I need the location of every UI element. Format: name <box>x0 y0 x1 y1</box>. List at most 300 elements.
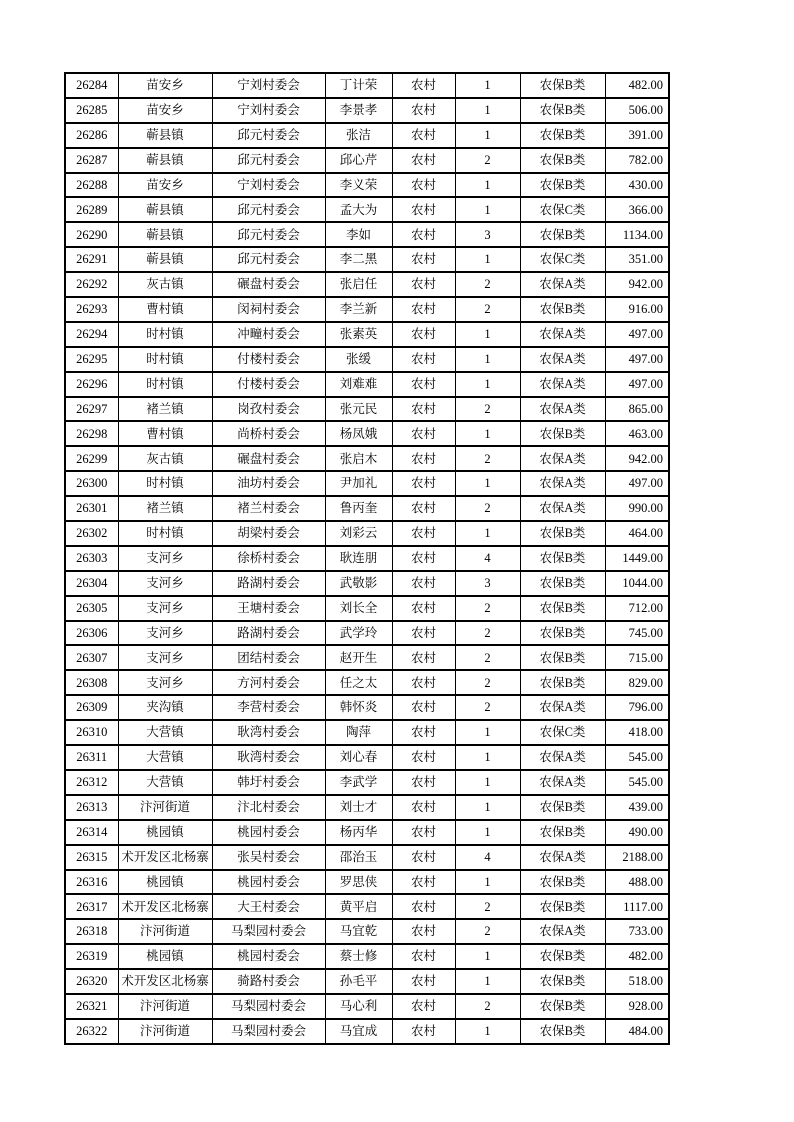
cell-residence-type: 农村 <box>392 446 455 471</box>
cell-insurance-category: 农保B类 <box>520 894 605 919</box>
cell-township: 术开发区北杨寨 <box>118 845 212 870</box>
cell-insurance-category: 农保A类 <box>520 272 605 297</box>
cell-person-count: 2 <box>455 496 520 521</box>
cell-township: 支河乡 <box>118 645 212 670</box>
cell-amount: 928.00 <box>605 994 669 1019</box>
cell-township: 支河乡 <box>118 596 212 621</box>
cell-insurance-category: 农保B类 <box>520 98 605 123</box>
cell-person-count: 2 <box>455 148 520 173</box>
cell-amount: 745.00 <box>605 621 669 646</box>
cell-insurance-category: 农保A类 <box>520 695 605 720</box>
records-table-body <box>65 73 669 1044</box>
cell-residence-type: 农村 <box>392 73 455 98</box>
cell-insurance-category: 农保C类 <box>520 720 605 745</box>
cell-person-count: 1 <box>455 1019 520 1044</box>
cell-amount: 1449.00 <box>605 546 669 571</box>
cell-residence-type: 农村 <box>392 173 455 198</box>
cell-township: 灰古镇 <box>118 446 212 471</box>
cell-person-name: 杨丙华 <box>325 820 392 845</box>
cell-person-name: 孙毛平 <box>325 969 392 994</box>
cell-record-id: 26319 <box>65 944 118 969</box>
cell-township: 苗安乡 <box>118 73 212 98</box>
cell-residence-type: 农村 <box>392 894 455 919</box>
cell-village-committee: 李营村委会 <box>212 695 325 720</box>
cell-person-name: 武学玲 <box>325 621 392 646</box>
cell-insurance-category: 农保B类 <box>520 297 605 322</box>
cell-township: 苗安乡 <box>118 173 212 198</box>
table-row <box>65 944 669 969</box>
records-table <box>64 72 670 1045</box>
cell-person-count: 4 <box>455 845 520 870</box>
cell-insurance-category: 农保B类 <box>520 795 605 820</box>
cell-township: 支河乡 <box>118 571 212 596</box>
table-row <box>65 222 669 247</box>
cell-person-count: 1 <box>455 372 520 397</box>
cell-person-count: 1 <box>455 247 520 272</box>
cell-amount: 712.00 <box>605 596 669 621</box>
cell-person-name: 张洁 <box>325 123 392 148</box>
cell-residence-type: 农村 <box>392 247 455 272</box>
cell-insurance-category: 农保A类 <box>520 397 605 422</box>
cell-township: 术开发区北杨寨 <box>118 894 212 919</box>
cell-record-id: 26304 <box>65 571 118 596</box>
cell-person-count: 2 <box>455 621 520 646</box>
cell-insurance-category: 农保A类 <box>520 496 605 521</box>
cell-township: 支河乡 <box>118 621 212 646</box>
cell-person-name: 鲁丙奎 <box>325 496 392 521</box>
cell-amount: 464.00 <box>605 521 669 546</box>
cell-person-name: 马宜成 <box>325 1019 392 1044</box>
cell-record-id: 26302 <box>65 521 118 546</box>
cell-amount: 733.00 <box>605 919 669 944</box>
table-row <box>65 670 669 695</box>
cell-person-count: 1 <box>455 820 520 845</box>
cell-residence-type: 农村 <box>392 496 455 521</box>
cell-village-committee: 宁刘村委会 <box>212 173 325 198</box>
cell-person-count: 1 <box>455 745 520 770</box>
cell-village-committee: 方河村委会 <box>212 670 325 695</box>
table-row <box>65 322 669 347</box>
table-row <box>65 870 669 895</box>
cell-amount: 497.00 <box>605 471 669 496</box>
table-row <box>65 969 669 994</box>
cell-village-committee: 邱元村委会 <box>212 222 325 247</box>
cell-person-name: 张启木 <box>325 446 392 471</box>
cell-insurance-category: 农保B类 <box>520 222 605 247</box>
cell-person-name: 刘难难 <box>325 372 392 397</box>
cell-person-name: 黄平启 <box>325 894 392 919</box>
cell-insurance-category: 农保B类 <box>520 944 605 969</box>
cell-person-count: 2 <box>455 695 520 720</box>
cell-amount: 490.00 <box>605 820 669 845</box>
cell-amount: 942.00 <box>605 272 669 297</box>
cell-village-committee: 骑路村委会 <box>212 969 325 994</box>
cell-village-committee: 耿湾村委会 <box>212 745 325 770</box>
cell-village-committee: 路湖村委会 <box>212 571 325 596</box>
cell-record-id: 26293 <box>65 297 118 322</box>
cell-village-committee: 尚桥村委会 <box>212 421 325 446</box>
cell-village-committee: 邱元村委会 <box>212 148 325 173</box>
cell-record-id: 26315 <box>65 845 118 870</box>
cell-residence-type: 农村 <box>392 919 455 944</box>
cell-residence-type: 农村 <box>392 546 455 571</box>
cell-residence-type: 农村 <box>392 571 455 596</box>
cell-amount: 351.00 <box>605 247 669 272</box>
cell-person-name: 杨凤娥 <box>325 421 392 446</box>
cell-insurance-category: 农保C类 <box>520 197 605 222</box>
cell-person-name: 李义荣 <box>325 173 392 198</box>
cell-record-id: 26287 <box>65 148 118 173</box>
cell-residence-type: 农村 <box>392 322 455 347</box>
cell-record-id: 26298 <box>65 421 118 446</box>
table-row <box>65 820 669 845</box>
cell-amount: 506.00 <box>605 98 669 123</box>
cell-amount: 545.00 <box>605 745 669 770</box>
cell-amount: 497.00 <box>605 322 669 347</box>
cell-person-name: 任之太 <box>325 670 392 695</box>
table-row <box>65 845 669 870</box>
cell-village-committee: 邱元村委会 <box>212 197 325 222</box>
table-row <box>65 571 669 596</box>
cell-residence-type: 农村 <box>392 297 455 322</box>
cell-insurance-category: 农保A类 <box>520 770 605 795</box>
cell-person-name: 李二黑 <box>325 247 392 272</box>
cell-village-committee: 桃园村委会 <box>212 870 325 895</box>
cell-township: 时村镇 <box>118 521 212 546</box>
cell-township: 蕲县镇 <box>118 123 212 148</box>
cell-village-committee: 汴北村委会 <box>212 795 325 820</box>
cell-person-name: 邱心芹 <box>325 148 392 173</box>
cell-record-id: 26286 <box>65 123 118 148</box>
cell-person-name: 赵开生 <box>325 645 392 670</box>
cell-amount: 1117.00 <box>605 894 669 919</box>
cell-village-committee: 团结村委会 <box>212 645 325 670</box>
cell-person-name: 马宜乾 <box>325 919 392 944</box>
cell-insurance-category: 农保B类 <box>520 870 605 895</box>
cell-amount: 497.00 <box>605 372 669 397</box>
table-row <box>65 919 669 944</box>
cell-person-name: 耿连朋 <box>325 546 392 571</box>
table-row <box>65 347 669 372</box>
cell-residence-type: 农村 <box>392 372 455 397</box>
cell-township: 大营镇 <box>118 745 212 770</box>
cell-person-name: 李景孝 <box>325 98 392 123</box>
table-row <box>65 596 669 621</box>
table-row <box>65 197 669 222</box>
cell-person-count: 2 <box>455 446 520 471</box>
cell-amount: 782.00 <box>605 148 669 173</box>
cell-record-id: 26291 <box>65 247 118 272</box>
cell-insurance-category: 农保A类 <box>520 446 605 471</box>
cell-amount: 482.00 <box>605 944 669 969</box>
cell-person-count: 1 <box>455 123 520 148</box>
table-row <box>65 148 669 173</box>
cell-residence-type: 农村 <box>392 770 455 795</box>
cell-village-committee: 马梨园村委会 <box>212 919 325 944</box>
cell-record-id: 26322 <box>65 1019 118 1044</box>
cell-person-count: 3 <box>455 571 520 596</box>
cell-person-name: 刘长全 <box>325 596 392 621</box>
cell-village-committee: 桃园村委会 <box>212 820 325 845</box>
cell-record-id: 26297 <box>65 397 118 422</box>
cell-amount: 497.00 <box>605 347 669 372</box>
cell-village-committee: 张吴村委会 <box>212 845 325 870</box>
cell-amount: 484.00 <box>605 1019 669 1044</box>
cell-township: 汴河街道 <box>118 994 212 1019</box>
cell-residence-type: 农村 <box>392 272 455 297</box>
table-row <box>65 720 669 745</box>
cell-person-name: 马心利 <box>325 994 392 1019</box>
cell-record-id: 26285 <box>65 98 118 123</box>
cell-township: 蕲县镇 <box>118 222 212 247</box>
cell-residence-type: 农村 <box>392 521 455 546</box>
cell-residence-type: 农村 <box>392 98 455 123</box>
cell-village-committee: 马梨园村委会 <box>212 1019 325 1044</box>
cell-record-id: 26288 <box>65 173 118 198</box>
cell-village-committee: 耿湾村委会 <box>212 720 325 745</box>
cell-residence-type: 农村 <box>392 670 455 695</box>
cell-person-count: 1 <box>455 969 520 994</box>
cell-township: 桃园镇 <box>118 870 212 895</box>
table-row <box>65 173 669 198</box>
cell-amount: 990.00 <box>605 496 669 521</box>
cell-amount: 916.00 <box>605 297 669 322</box>
table-row <box>65 770 669 795</box>
cell-record-id: 26314 <box>65 820 118 845</box>
cell-person-count: 3 <box>455 222 520 247</box>
cell-insurance-category: 农保B类 <box>520 621 605 646</box>
cell-residence-type: 农村 <box>392 596 455 621</box>
cell-residence-type: 农村 <box>392 397 455 422</box>
cell-amount: 1044.00 <box>605 571 669 596</box>
cell-record-id: 26303 <box>65 546 118 571</box>
cell-person-count: 1 <box>455 471 520 496</box>
cell-insurance-category: 农保B类 <box>520 73 605 98</box>
cell-record-id: 26290 <box>65 222 118 247</box>
table-row <box>65 621 669 646</box>
cell-person-count: 1 <box>455 720 520 745</box>
table-row <box>65 496 669 521</box>
cell-village-committee: 邱元村委会 <box>212 247 325 272</box>
cell-record-id: 26292 <box>65 272 118 297</box>
cell-residence-type: 农村 <box>392 621 455 646</box>
table-row <box>65 695 669 720</box>
cell-township: 桃园镇 <box>118 944 212 969</box>
table-row <box>65 98 669 123</box>
cell-residence-type: 农村 <box>392 695 455 720</box>
cell-record-id: 26294 <box>65 322 118 347</box>
cell-insurance-category: 农保B类 <box>520 571 605 596</box>
cell-residence-type: 农村 <box>392 645 455 670</box>
cell-township: 支河乡 <box>118 546 212 571</box>
cell-township: 曹村镇 <box>118 421 212 446</box>
cell-residence-type: 农村 <box>392 347 455 372</box>
cell-record-id: 26299 <box>65 446 118 471</box>
cell-person-count: 1 <box>455 173 520 198</box>
cell-township: 苗安乡 <box>118 98 212 123</box>
cell-residence-type: 农村 <box>392 944 455 969</box>
table-row <box>65 645 669 670</box>
cell-person-count: 2 <box>455 272 520 297</box>
cell-village-committee: 闵祠村委会 <box>212 297 325 322</box>
cell-person-name: 孟大为 <box>325 197 392 222</box>
cell-township: 大营镇 <box>118 770 212 795</box>
cell-insurance-category: 农保B类 <box>520 148 605 173</box>
cell-person-name: 罗思侠 <box>325 870 392 895</box>
cell-amount: 829.00 <box>605 670 669 695</box>
cell-person-name: 邵治玉 <box>325 845 392 870</box>
cell-village-committee: 大王村委会 <box>212 894 325 919</box>
table-row <box>65 421 669 446</box>
cell-amount: 518.00 <box>605 969 669 994</box>
cell-record-id: 26310 <box>65 720 118 745</box>
cell-record-id: 26289 <box>65 197 118 222</box>
table-row <box>65 894 669 919</box>
cell-record-id: 26316 <box>65 870 118 895</box>
cell-insurance-category: 农保B类 <box>520 596 605 621</box>
cell-village-committee: 王塘村委会 <box>212 596 325 621</box>
cell-village-committee: 付楼村委会 <box>212 347 325 372</box>
table-row <box>65 372 669 397</box>
cell-township: 汴河街道 <box>118 919 212 944</box>
cell-village-committee: 韩圩村委会 <box>212 770 325 795</box>
cell-person-name: 张启任 <box>325 272 392 297</box>
cell-residence-type: 农村 <box>392 969 455 994</box>
cell-insurance-category: 农保A类 <box>520 372 605 397</box>
cell-amount: 796.00 <box>605 695 669 720</box>
cell-person-name: 韩怀炎 <box>325 695 392 720</box>
cell-record-id: 26308 <box>65 670 118 695</box>
cell-residence-type: 农村 <box>392 471 455 496</box>
cell-residence-type: 农村 <box>392 197 455 222</box>
cell-person-name: 武敬影 <box>325 571 392 596</box>
cell-amount: 488.00 <box>605 870 669 895</box>
cell-village-committee: 路湖村委会 <box>212 621 325 646</box>
cell-person-name: 丁计荣 <box>325 73 392 98</box>
cell-person-count: 1 <box>455 73 520 98</box>
cell-insurance-category: 农保B类 <box>520 173 605 198</box>
cell-village-committee: 徐桥村委会 <box>212 546 325 571</box>
cell-amount: 715.00 <box>605 645 669 670</box>
cell-insurance-category: 农保B类 <box>520 421 605 446</box>
cell-person-name: 尹加礼 <box>325 471 392 496</box>
cell-residence-type: 农村 <box>392 720 455 745</box>
cell-person-count: 1 <box>455 870 520 895</box>
cell-insurance-category: 农保B类 <box>520 521 605 546</box>
cell-person-name: 张素英 <box>325 322 392 347</box>
cell-person-count: 4 <box>455 546 520 571</box>
cell-record-id: 26312 <box>65 770 118 795</box>
cell-record-id: 26301 <box>65 496 118 521</box>
cell-person-count: 2 <box>455 894 520 919</box>
cell-insurance-category: 农保A类 <box>520 745 605 770</box>
table-row <box>65 397 669 422</box>
cell-insurance-category: 农保B类 <box>520 645 605 670</box>
cell-person-count: 1 <box>455 795 520 820</box>
cell-person-name: 蔡士修 <box>325 944 392 969</box>
table-row <box>65 795 669 820</box>
cell-village-committee: 桃园村委会 <box>212 944 325 969</box>
cell-residence-type: 农村 <box>392 421 455 446</box>
cell-township: 曹村镇 <box>118 297 212 322</box>
cell-residence-type: 农村 <box>392 123 455 148</box>
cell-village-committee: 碾盘村委会 <box>212 446 325 471</box>
cell-person-count: 1 <box>455 322 520 347</box>
cell-township: 褚兰镇 <box>118 496 212 521</box>
cell-person-name: 李如 <box>325 222 392 247</box>
cell-residence-type: 农村 <box>392 820 455 845</box>
cell-township: 时村镇 <box>118 471 212 496</box>
table-row <box>65 1019 669 1044</box>
cell-amount: 463.00 <box>605 421 669 446</box>
cell-insurance-category: 农保B类 <box>520 670 605 695</box>
cell-person-count: 1 <box>455 421 520 446</box>
cell-amount: 1134.00 <box>605 222 669 247</box>
cell-insurance-category: 农保B类 <box>520 123 605 148</box>
cell-record-id: 26318 <box>65 919 118 944</box>
cell-person-count: 2 <box>455 596 520 621</box>
cell-person-count: 2 <box>455 919 520 944</box>
cell-person-name: 刘士才 <box>325 795 392 820</box>
cell-insurance-category: 农保B类 <box>520 820 605 845</box>
cell-residence-type: 农村 <box>392 148 455 173</box>
cell-insurance-category: 农保B类 <box>520 546 605 571</box>
cell-residence-type: 农村 <box>392 745 455 770</box>
cell-township: 汴河街道 <box>118 1019 212 1044</box>
cell-amount: 439.00 <box>605 795 669 820</box>
cell-insurance-category: 农保B类 <box>520 969 605 994</box>
cell-amount: 865.00 <box>605 397 669 422</box>
cell-person-name: 李兰新 <box>325 297 392 322</box>
cell-person-count: 1 <box>455 770 520 795</box>
cell-township: 蕲县镇 <box>118 148 212 173</box>
cell-township: 蕲县镇 <box>118 247 212 272</box>
cell-township: 夹沟镇 <box>118 695 212 720</box>
cell-township: 术开发区北杨寨 <box>118 969 212 994</box>
cell-record-id: 26296 <box>65 372 118 397</box>
cell-person-name: 张元民 <box>325 397 392 422</box>
cell-record-id: 26300 <box>65 471 118 496</box>
cell-person-count: 2 <box>455 670 520 695</box>
cell-township: 汴河街道 <box>118 795 212 820</box>
cell-township: 大营镇 <box>118 720 212 745</box>
cell-amount: 942.00 <box>605 446 669 471</box>
cell-record-id: 26320 <box>65 969 118 994</box>
table-row <box>65 521 669 546</box>
cell-township: 时村镇 <box>118 322 212 347</box>
cell-record-id: 26317 <box>65 894 118 919</box>
cell-record-id: 26321 <box>65 994 118 1019</box>
cell-person-count: 2 <box>455 994 520 1019</box>
cell-township: 褚兰镇 <box>118 397 212 422</box>
cell-village-committee: 宁刘村委会 <box>212 98 325 123</box>
cell-record-id: 26306 <box>65 621 118 646</box>
cell-record-id: 26295 <box>65 347 118 372</box>
table-row <box>65 745 669 770</box>
cell-township: 蕲县镇 <box>118 197 212 222</box>
cell-person-count: 1 <box>455 521 520 546</box>
cell-person-name: 刘心春 <box>325 745 392 770</box>
cell-person-count: 1 <box>455 98 520 123</box>
cell-village-committee: 褚兰村委会 <box>212 496 325 521</box>
cell-amount: 2188.00 <box>605 845 669 870</box>
cell-insurance-category: 农保A类 <box>520 322 605 347</box>
cell-insurance-category: 农保A类 <box>520 919 605 944</box>
table-row <box>65 446 669 471</box>
cell-insurance-category: 农保B类 <box>520 994 605 1019</box>
cell-record-id: 26309 <box>65 695 118 720</box>
cell-village-committee: 邱元村委会 <box>212 123 325 148</box>
